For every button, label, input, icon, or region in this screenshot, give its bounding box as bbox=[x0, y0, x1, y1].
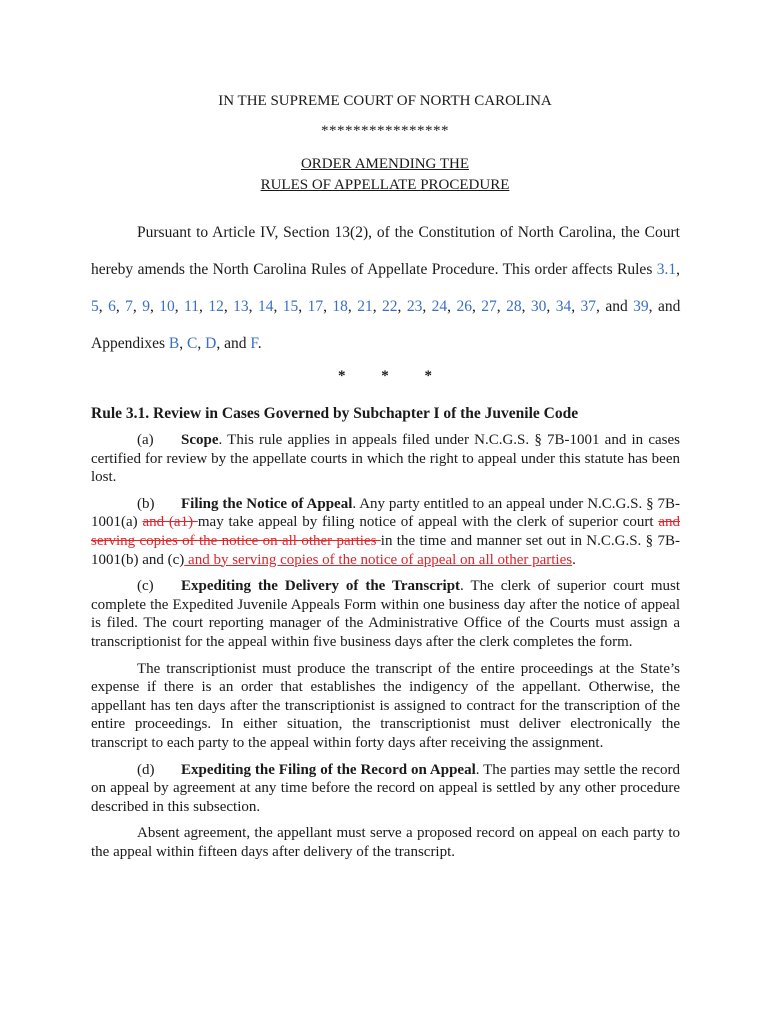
subsection-text: may take appeal by filing notice of appeal with the clerk of superior court bbox=[197, 514, 659, 531]
subsection-label: (d) bbox=[137, 761, 155, 778]
subsection-text: . This rule applies in appeals filed under N.C.G.S. § 7B-1001 and in cases certified for review by the appellate courts in which the right to appeal under this statute has been lost. bbox=[91, 432, 680, 486]
subsection-text: . bbox=[572, 551, 576, 568]
rule-link[interactable]: 21 bbox=[357, 298, 373, 315]
subsection-title: Filing the Notice of Appeal bbox=[181, 495, 353, 512]
rule-link[interactable]: 24 bbox=[431, 298, 448, 315]
rule-link[interactable]: 13 bbox=[233, 298, 249, 315]
rule-link[interactable]: 39 bbox=[633, 298, 649, 315]
intro-text-appendix: , and Appendixes bbox=[91, 298, 681, 352]
rule-link[interactable]: 10 bbox=[159, 298, 175, 315]
appendix-link[interactable]: D bbox=[205, 335, 217, 352]
subsection-title: Expediting the Delivery of the Transcript bbox=[181, 578, 461, 595]
subsection-c bbox=[91, 577, 680, 651]
order-title-line1: ORDER AMENDING THE bbox=[300, 156, 470, 172]
subsection-text: . The parties may settle the record on appeal by agreement at any time before the record on appeal is settled by any other procedure described in this subsection. bbox=[91, 761, 680, 815]
rule-link[interactable]: 15 bbox=[282, 298, 299, 315]
subsection-b bbox=[91, 495, 680, 569]
court-heading: IN THE SUPREME COURT OF NORTH CAROLINA bbox=[218, 93, 552, 109]
subsection-label: (a) bbox=[137, 432, 154, 448]
rule-link[interactable]: 30 bbox=[530, 298, 547, 315]
rule-link[interactable]: 22 bbox=[382, 298, 398, 315]
rule-link[interactable]: 12 bbox=[208, 298, 224, 315]
rule-link-list: 3.1, 5, 6, 7, 9, 10, 11, 12, 13, 14, 15, 17, 18, 21, 22, 23, 24, 26, 27, 28, 30, 34, 37, bbox=[91, 261, 680, 315]
order-title-line2: RULES OF APPELLATE PROCEDURE bbox=[260, 177, 510, 193]
rule-body bbox=[91, 431, 680, 869]
rule-link[interactable]: 23 bbox=[406, 298, 423, 315]
intro-paragraph: Pursuant to Article IV, Section 13(2), of the Constitution of North Carolina, the Court hereby amends the North Carolina Rules of Appellate Procedure. This order affects Rules 3.1, 5, 6, 7, 9, 10, 11, 12, 13, 14, 15, 17, 18, 21, 22, 23, 24, 26, 27, 28, 30, 34, 37, and 39, and Appendixes B, C, D, and F. bbox=[91, 224, 681, 352]
deleted-text: and serving copies of the notice on all other parties bbox=[91, 514, 680, 549]
rule-link[interactable]: 18 bbox=[332, 298, 348, 315]
intro-and-appendix: and bbox=[224, 335, 247, 352]
rule-link[interactable]: 27 bbox=[481, 298, 497, 315]
rule-link[interactable]: 11 bbox=[184, 298, 199, 315]
subsection-title: Expediting the Filing of the Record on Appeal bbox=[181, 761, 476, 778]
intro-text: Pursuant to Article IV, Section 13(2), of the Constitution of North Carolina, the Court hereby amends the North Carolina Rules of Appellate Procedure. This order affects Rules bbox=[91, 224, 680, 278]
appendix-link-list: B, C, D, bbox=[168, 335, 225, 352]
subsection-text: . Any party entitled to an appeal under N.C.G.S. § 7B-1001(a) bbox=[91, 495, 680, 531]
rule-link[interactable]: 7 bbox=[125, 298, 133, 315]
subsection-text: . The clerk of superior court must complete the Expedited Juvenile Appeals Form within one business day after the notice of appeal is filed. The court reporting manager of the Administrative Office of the Courts must assign a transcriptionist for the appeal within five business days after the clerk completes the form. bbox=[91, 578, 680, 650]
subsection-a bbox=[91, 431, 680, 487]
section-divider: * * * bbox=[338, 368, 432, 384]
subsection-title: Scope bbox=[181, 432, 219, 448]
separator-stars: **************** bbox=[321, 123, 449, 139]
deleted-text: and (a1) bbox=[142, 514, 198, 531]
intro-and: and bbox=[605, 298, 628, 315]
subsection-d-paragraph: Absent agreement, the appellant must serve a proposed record on appeal on each party to the appeal within fifteen days after delivery of the transcript. bbox=[91, 825, 680, 860]
order-title bbox=[0, 154, 770, 196]
appendix-link[interactable]: C bbox=[187, 335, 198, 352]
rule-link[interactable]: 34 bbox=[555, 298, 572, 315]
rule-link[interactable]: 3.1 bbox=[656, 261, 677, 278]
rule-link[interactable]: 37 bbox=[580, 298, 596, 315]
subsection-label: (c) bbox=[137, 578, 154, 595]
appendix-link[interactable]: F bbox=[250, 335, 258, 352]
rule-link[interactable]: 5 bbox=[91, 298, 99, 315]
subsection-label: (b) bbox=[137, 495, 155, 512]
appendix-link[interactable]: B bbox=[168, 335, 180, 352]
inserted-text: and by serving copies of the notice of appeal on all other parties bbox=[184, 551, 573, 568]
rule-link[interactable]: 9 bbox=[142, 298, 150, 315]
rule-link[interactable]: 14 bbox=[257, 298, 274, 315]
rule-link[interactable]: 6 bbox=[108, 298, 116, 315]
rule-heading: Rule 3.1. Review in Cases Governed by Subchapter I of the Juvenile Code bbox=[91, 405, 579, 422]
rule-link[interactable]: 26 bbox=[456, 298, 472, 315]
subsection-d bbox=[91, 761, 680, 817]
subsection-text: in the time and manner set out in N.C.G.S. § 7B-1001(b) and (c) bbox=[91, 532, 680, 568]
subsection-c-paragraph: The transcriptionist must produce the transcript of the entire proceedings at the State’s expense if there is an order that establishes the indigency of the appellant. Otherwise, the appellant has ten days after the transcriptionist is assigned to contract for the transcription of the entire proceedings. In either situation, the transcriptionist must deliver electronically the transcript to each party to the appeal within forty days after receiving the assignment. bbox=[91, 660, 680, 751]
rule-link[interactable]: 28 bbox=[506, 298, 522, 315]
rule-link[interactable]: 17 bbox=[307, 298, 324, 315]
